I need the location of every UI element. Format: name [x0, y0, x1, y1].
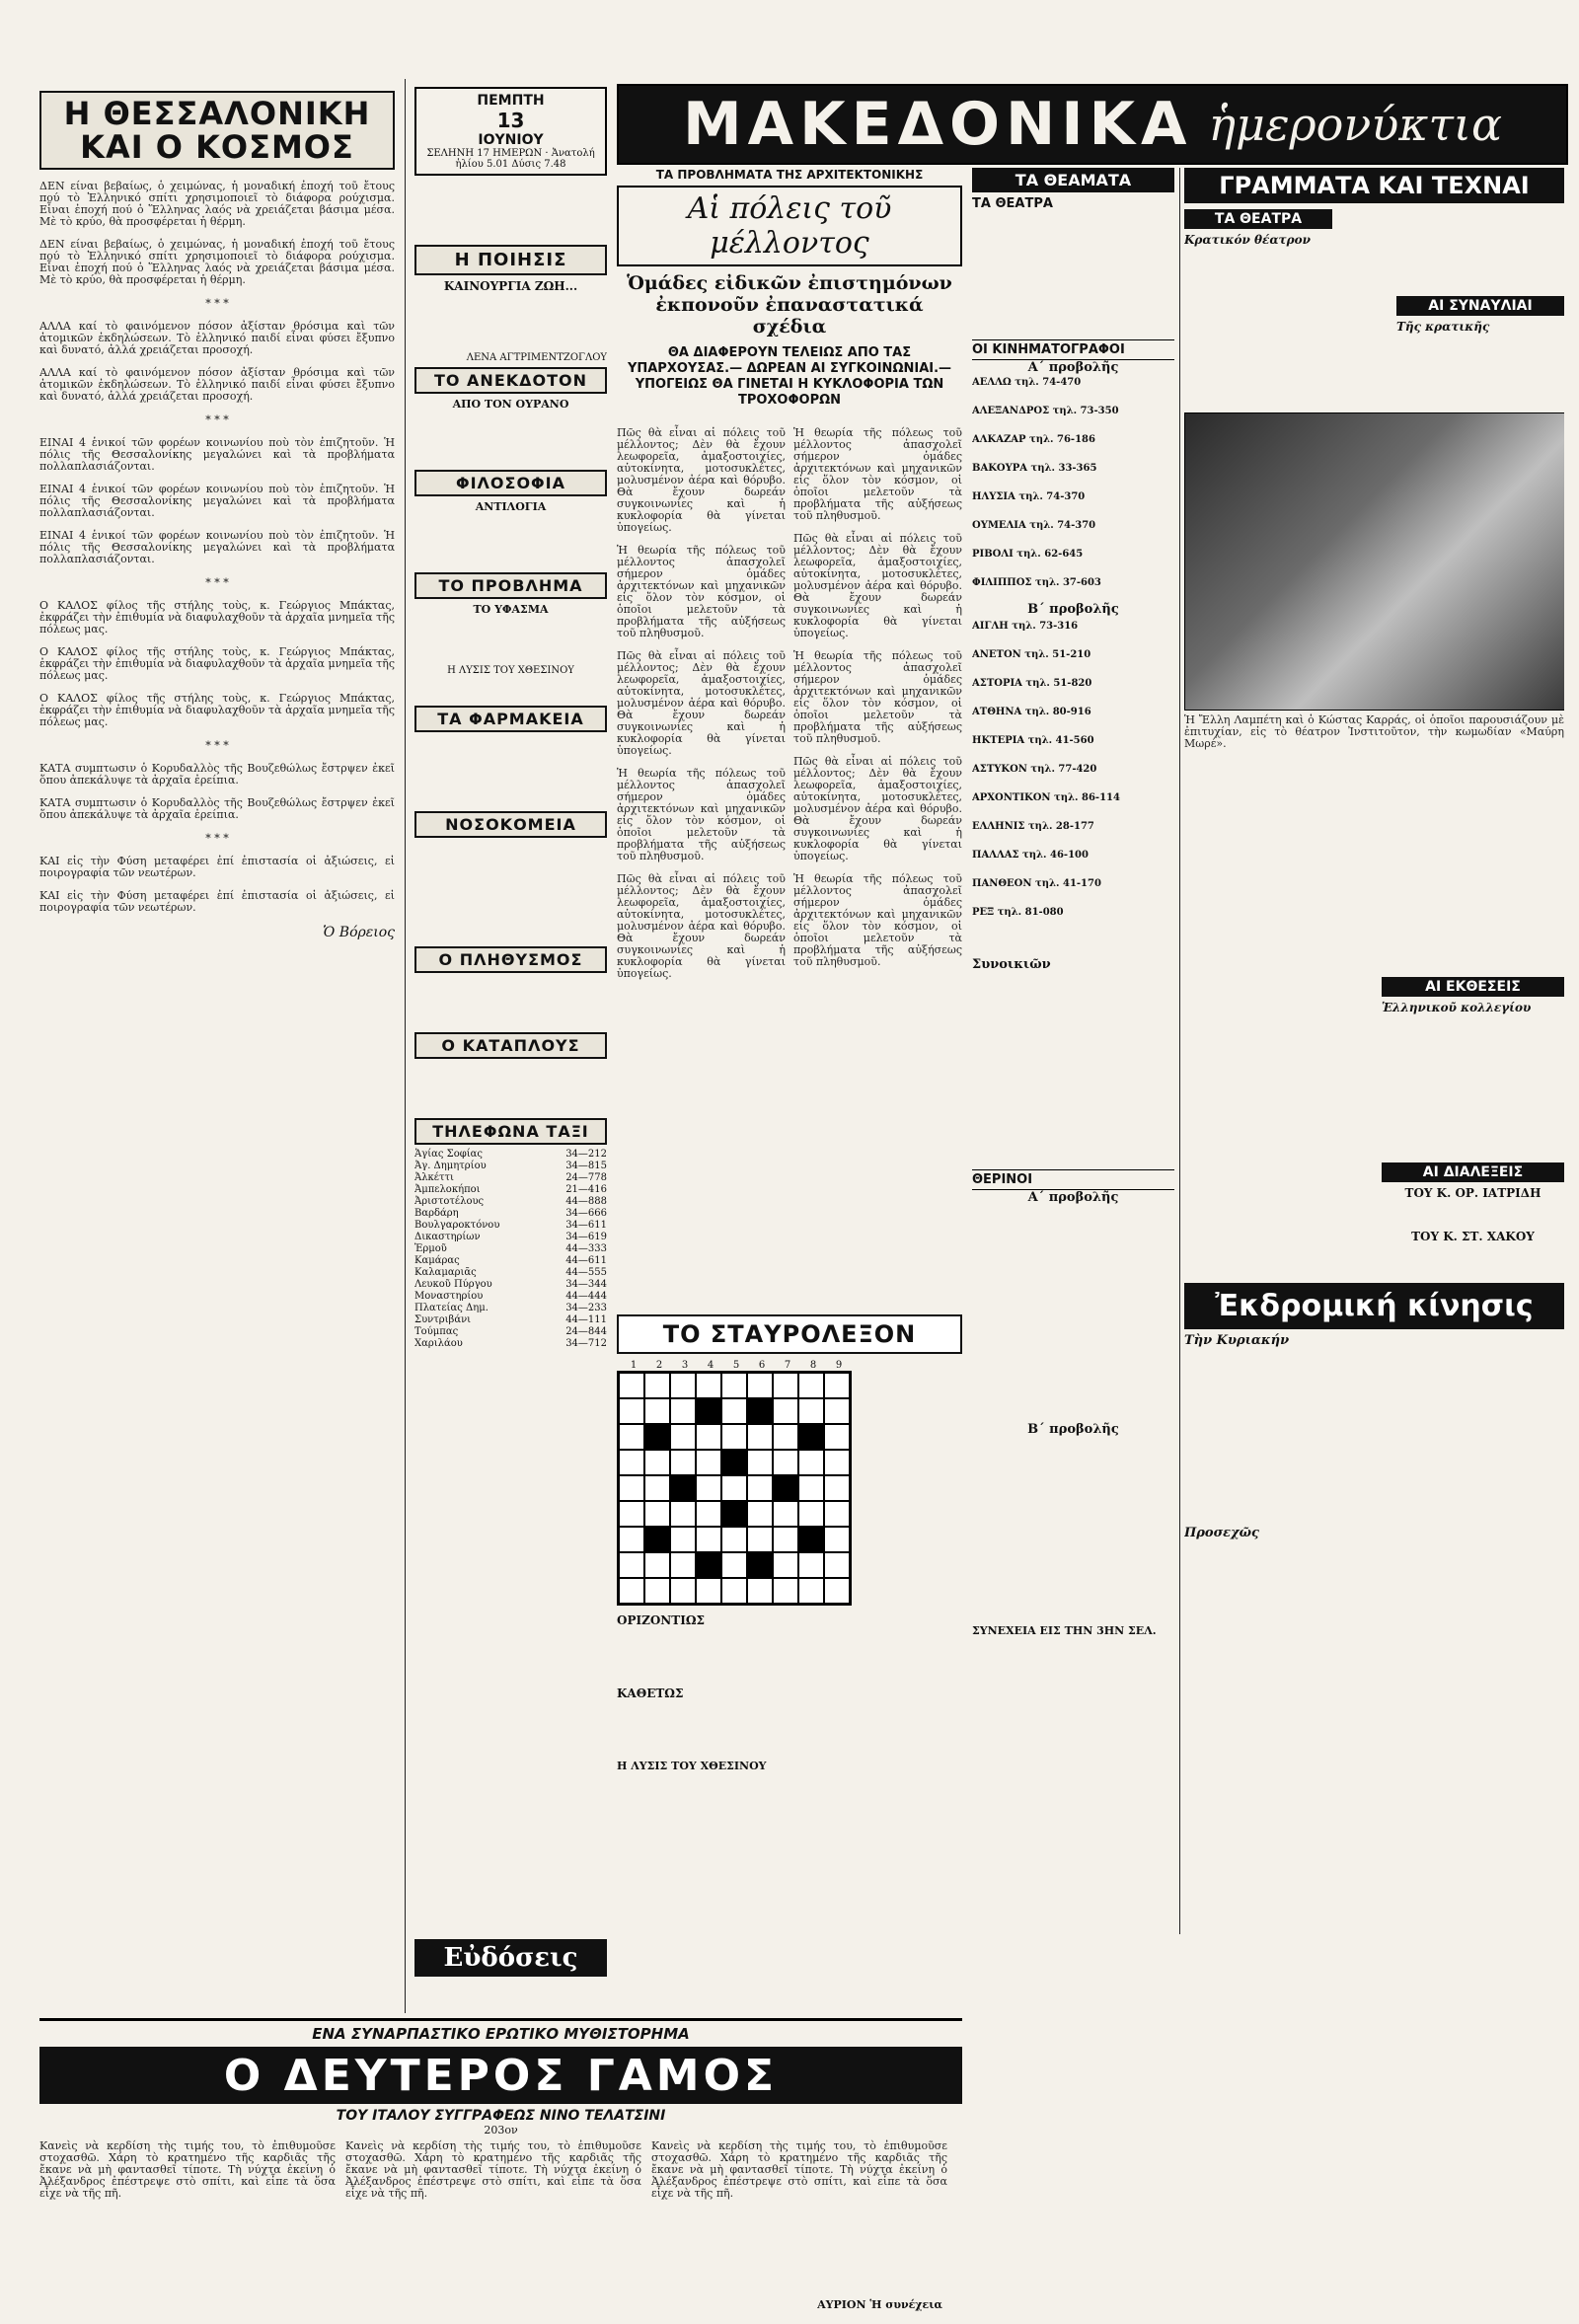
taxi-row [414, 1314, 607, 1326]
crossword-across-label: ΟΡΙΖΟΝΤΙΩΣ [617, 1613, 705, 1627]
column-number: 4 [707, 1360, 714, 1371]
pharmacies-title: ΤΑ ΦΑΡΜΑΚΕΙΑ [414, 706, 607, 732]
continued-note: ΣΥΝΕΧΕΙΑ ΕΙΣ ΤΗΝ 3ΗΝ ΣΕΛ. [972, 1624, 1157, 1637]
crossword-cell [619, 1552, 644, 1578]
paragraph: ΕΙΝΑΙ 4 ἑνικοί τῶν φορέων κοινωνίου ποὺ τὸν ἐπιζητοῦν. Ἡ πόλις τῆς Θεσσαλονίκης μεγαλώνει καὶ τὰ προβλήματα πολλαπλασιάζονται. [39, 483, 395, 519]
article-headline: Αἱ πόλεις τοῦ μέλλοντος [617, 186, 962, 266]
crossword-cell [747, 1424, 773, 1450]
cinema-listing: ΑΝΕΤΟΝ τηλ. 51-210 [972, 649, 1091, 660]
taxi-stand: Ἑρμοῦ [414, 1243, 447, 1254]
signature: Ὁ Βόρειος [323, 925, 395, 940]
crossword-cell [644, 1527, 670, 1552]
crossword-cell [798, 1552, 824, 1578]
taxi-number: 34—815 [565, 1161, 607, 1171]
arts-theatre-title: ΤΑ ΘΕΑΤΡΑ [1184, 209, 1332, 229]
serial-tomorrow: ΑΥΡΙΟΝ Ἡ συνέχεια [817, 2298, 942, 2311]
paragraph: Κανεὶς νὰ κερδίση τὴς τιμής του, τὸ ἐπιθυμοῦσε στοχασθῶ. Χάρη τὸ κρατημένο τῆς καρδιᾶς τῆς ἔκανε νὰ μὴ φαντασθεῖ τίποτε. Τὴ νύχτα ἐκείνη ὁ Ἀλέξανδρος ἐπέστρεψε στὸ σπίτι, καὶ εἶπε τὰ ὅσα εἶχε νὰ τῆς πῆ. [345, 2139, 641, 2200]
crossword-cell [798, 1475, 824, 1501]
taxi-stand: Ἀριστοτέλους [414, 1196, 485, 1207]
crossword-cell [824, 1552, 850, 1578]
arts-theatre-subtitle: Κρατικόν θέατρον [1184, 233, 1311, 247]
crossword-cell [773, 1398, 798, 1424]
taxi-number: 44—444 [565, 1291, 607, 1302]
crossword-cell [619, 1475, 644, 1501]
crossword-cell [773, 1501, 798, 1527]
crossword-cell [670, 1398, 696, 1424]
article-body-col1 [617, 416, 786, 991]
crossword-cell [824, 1578, 850, 1604]
problem-title: ΤΟ ΠΡΟΒΛΗΜΑ [414, 572, 607, 599]
crossword-cell [773, 1424, 798, 1450]
paragraph: Πῶς θὰ εἶναι αἱ πόλεις τοῦ μέλλοντος; Δὲν θὰ ἔχουν λεωφορεῖα, ἀμαξοστοιχίες, αὐτοκίνητα, μοτοσυκλέτες, μολυσμένον ἀέρα καὶ θόρυβο. Θὰ ἔχουν δωρεάν συγκοινωνίες καὶ ἡ κυκλοφορία θὰ γίνεται ὑπογείως. [793, 755, 962, 862]
taxi-row [414, 1291, 607, 1303]
taxi-stand: Λευκοῦ Πύργου [414, 1279, 492, 1290]
serial-banner: ΕΝΑ ΣΥΝΑΡΠΑΣΤΙΚΟ ΕΡΩΤΙΚΟ ΜΥΘΙΣΤΟΡΗΜΑ [312, 2025, 690, 2043]
crossword-cell [824, 1424, 850, 1450]
cinema-listing: ΑΤΘΗΝΑ τηλ. 80-916 [972, 707, 1091, 717]
taxi-row [414, 1149, 607, 1161]
taxi-stand: Ἀμπελοκήποι [414, 1184, 481, 1195]
paragraph: Πῶς θὰ εἶναι αἱ πόλεις τοῦ μέλλοντος; Δὲν θὰ ἔχουν λεωφορεῖα, ἀμαξοστοιχίες, αὐτοκίνητα, μοτοσυκλέτες, μολυσμένον ἀέρα καὶ θόρυβο. Θὰ ἔχουν δωρεάν συγκοινωνίες καὶ ἡ κυκλοφορία θὰ γίνεται ὑπογείως. [617, 649, 786, 757]
crossword-cell [721, 1578, 747, 1604]
crossword-cell [644, 1424, 670, 1450]
serial-body [39, 2140, 962, 2200]
excursion-subtitle: Τὴν Κυριακήν [1184, 1333, 1290, 1348]
taxi-stand: Βουλγαροκτόνου [414, 1220, 500, 1231]
crossword-cell [798, 1450, 824, 1475]
cinema-listing: ΟΥΜΕΛΙΑ τηλ. 74-370 [972, 520, 1096, 531]
crossword-cell [721, 1373, 747, 1398]
taxi-row [414, 1220, 607, 1232]
article-subhead: Ὁμάδες εἰδικῶν ἐπιστημόνων ἐκπονοῦν ἐπαναστατικά σχέδια [627, 272, 952, 337]
crossword-numbers [621, 1360, 852, 1371]
problem-subtitle: ΤΟ ΥΦΑΣΜΑ [473, 603, 549, 616]
cinema-listing: ΒΑΚΟΥΡΑ τηλ. 33-365 [972, 463, 1097, 474]
crossword-cell [824, 1450, 850, 1475]
crossword-cell [670, 1578, 696, 1604]
crossword-cell [696, 1424, 721, 1450]
crossword-cell [747, 1475, 773, 1501]
notices-section [414, 1939, 962, 2008]
column-rule [1179, 168, 1180, 1934]
crossword-cell [747, 1527, 773, 1552]
section-divider: * * * [205, 413, 229, 426]
crossword-cell [747, 1398, 773, 1424]
crossword-cell [798, 1501, 824, 1527]
date-box [414, 87, 607, 176]
lecturer-1: ΤΟΥ Κ. ΟΡ. ΙΑΤΡΙΔΗ [1404, 1186, 1541, 1200]
crossword-cell [773, 1373, 798, 1398]
crossword-cell [619, 1424, 644, 1450]
taxi-row [414, 1279, 607, 1291]
serial-chapter: 203ον [484, 2124, 518, 2137]
crossword-cell [747, 1450, 773, 1475]
paragraph: Ο ΚΑΛΟΣ φίλος τῆς στήλης τοὺς, κ. Γεώργιος Μπάκτας, ἐκφράζει τὴν ἐπιθυμία νὰ διαφυλαχθοῦν τὰ ἀρχαῖα μνημεῖα τῆς πόλεως μας. [39, 645, 395, 682]
section-divider: * * * [205, 832, 229, 845]
taxi-stand: Ἀλκέττι [414, 1172, 454, 1183]
taxi-title: ΤΗΛΕΦΩΝΑ ΤΑΞΙ [414, 1118, 607, 1145]
paragraph: ΚΑΤΑ συμπτωσιν ὁ Κορυδαλλὸς τῆς Βουζεθώλως ἔστρψεν ἐκεῖ ὅπου ἀπεκάλυψε τὰ ἀρχαῖα ἐρείπια. [39, 762, 395, 787]
crossword-cell [644, 1578, 670, 1604]
taxi-stand: Καλαμαριᾶς [414, 1267, 477, 1278]
taxi-number: 34—619 [565, 1232, 607, 1242]
taxi-stand: Ἀγ. Δημητρίου [414, 1161, 487, 1171]
photo-caption: Ἡ Ἔλλη Λαμπέτη καὶ ὁ Κώστας Καρράς, οἱ ὁποῖοι παρουσιάζουν μὲ ἐπιτυχίαν, εἰς τὸ θέατρον Ἰνστιτοῦτον, τὴν κωμωδίαν «Μαύρη Μωρέ». [1184, 713, 1564, 750]
article-body-col2 [793, 416, 962, 991]
crossword-cell [670, 1527, 696, 1552]
column-title-line2: ΚΑΙ Ο ΚΟΣΜΟΣ [80, 128, 354, 166]
column-number: 5 [732, 1360, 740, 1371]
masthead-main: ΜΑΚΕΔΟΝΙΚΑ [682, 90, 1193, 159]
crossword-cell [696, 1450, 721, 1475]
crossword-cell [798, 1398, 824, 1424]
cinemas-title: ΟΙ ΚΙΝΗΜΑΤΟΓΡΑΦΟΙ [972, 339, 1174, 360]
crossword-grid [617, 1371, 852, 1606]
taxi-row [414, 1208, 607, 1220]
masthead [617, 84, 1568, 165]
cinema-listing: ΗΛΥΣΙΑ τηλ. 74-370 [972, 491, 1086, 502]
paragraph: Ο ΚΑΛΟΣ φίλος τῆς στήλης τοὺς, κ. Γεώργιος Μπάκτας, ἐκφράζει τὴν ἐπιθυμία νὰ διαφυλαχθοῦν τὰ ἀρχαῖα μνημεῖα τῆς πόλεως μας. [39, 692, 395, 728]
population-title: Ο ΠΛΗΘΥΣΜΟΣ [414, 946, 607, 973]
cinema-listing: ΠΑΛΛΑΣ τηλ. 46-100 [972, 850, 1089, 861]
crossword-cell [670, 1475, 696, 1501]
crossword-solution-label: Η ΛΥΣΙΣ ΤΟΥ ΧΘΕΣΙΝΟΥ [617, 1760, 767, 1772]
crossword-cell [696, 1527, 721, 1552]
arts-title: ΓΡΑΜΜΑΤΑ ΚΑΙ ΤΕΧΝΑΙ [1184, 168, 1564, 203]
paragraph: Ἡ θεωρία τῆς πόλεως τοῦ μέλλοντος ἀπασχολεῖ σήμερον ὁμάδες ἀρχιτεκτόνων καὶ μηχανικῶν εἰς ὅλον τὸν κόσμον, οἱ ὁποῖοι μελετοῦν τὰ προβλήματα τῆς αὐξήσεως τοῦ πληθυσμοῦ. [617, 767, 786, 862]
taxi-number: 24—778 [565, 1172, 607, 1183]
paragraph: Κανεὶς νὰ κερδίση τὴς τιμής του, τὸ ἐπιθυμοῦσε στοχασθῶ. Χάρη τὸ κρατημένο τῆς καρδιᾶς τῆς ἔκανε νὰ μὴ φαντασθεῖ τίποτε. Τὴ νύχτα ἐκείνη ὁ Ἀλέξανδρος ἐπέστρεψε στὸ σπίτι, καὶ εἶπε τὰ ὅσα εἶχε νὰ τῆς πῆ. [39, 2139, 336, 2200]
cinema-listing: ΑΣΤΥΚΟΝ τηλ. 77-420 [972, 764, 1097, 775]
crossword-cell [721, 1527, 747, 1552]
taxi-number: 34—666 [565, 1208, 607, 1219]
poem-author: ΛΕΝΑ ΑΓΤΡΙΜΕΝΤΖΟΓΛΟΥ [466, 352, 607, 363]
crossword-cell [747, 1501, 773, 1527]
crossword-cell [696, 1373, 721, 1398]
crossword-cell [644, 1501, 670, 1527]
second-run-label: Β΄ προβολῆς [1027, 1422, 1119, 1437]
crossword-grid-wrap [617, 1360, 852, 1606]
crossword-cell [747, 1552, 773, 1578]
paragraph: Πῶς θὰ εἶναι αἱ πόλεις τοῦ μέλλοντος; Δὲν θὰ ἔχουν λεωφορεῖα, ἀμαξοστοιχίες, αὐτοκίνητα, μοτοσυκλέτες, μολυσμένον ἀέρα καὶ θόρυβο. Θὰ ἔχουν δωρεάν συγκοινωνίες καὶ ἡ κυκλοφορία θὰ γίνεται ὑπογείως. [793, 532, 962, 639]
crossword-cell [670, 1501, 696, 1527]
crossword-cell [619, 1578, 644, 1604]
crossword-cell [798, 1578, 824, 1604]
crossword-cell [721, 1398, 747, 1424]
crossword-cell [721, 1475, 747, 1501]
exhibitions-subtitle: Ἑλληνικοῦ κολλεγίου [1382, 1001, 1532, 1014]
crossword-cell [619, 1501, 644, 1527]
cinema-listing: ΡΕΞ τηλ. 81-080 [972, 907, 1064, 918]
hospitals-title: ΝΟΣΟΚΟΜΕΙΑ [414, 811, 607, 838]
column-number: 3 [681, 1360, 689, 1371]
column-thessaloniki [39, 87, 395, 2100]
paragraph: ΑΛΛΑ καί τὸ φαινόμενον πόσον ἀξίσταν θρόσιμα καὶ τῶν ἀτομικῶν ἐκδηλώσεων. Τὸ ἑλληνικό παιδί εἶναι φύσει ἔξυπνο καὶ δυνατό, ἀλλά χρειάζεται προσοχή. [39, 366, 395, 403]
crossword-cell [824, 1501, 850, 1527]
taxi-stand: Μοναστηρίου [414, 1291, 484, 1302]
paragraph: ΚΑΙ εἰς τὴν Φύση μεταφέρει ἐπί ἐπιστασία οἱ ἀξιώσεις, εἰ ποιρογραφία τῶν νεωτέρων. [39, 889, 395, 914]
paragraph: Ἡ θεωρία τῆς πόλεως τοῦ μέλλοντος ἀπασχολεῖ σήμερον ὁμάδες ἀρχιτεκτόνων καὶ μηχανικῶν εἰς ὅλον τὸν κόσμον, οἱ ὁποῖοι μελετοῦν τὰ προβλήματα τῆς αὐξήσεως τοῦ πληθυσμοῦ. [793, 872, 962, 968]
taxi-number: 21—416 [565, 1184, 607, 1195]
column-daily-info [414, 87, 607, 2021]
taxi-stand: Τούμπας [414, 1326, 459, 1337]
paragraph: ΚΑΙ εἰς τὴν Φύση μεταφέρει ἐπί ἐπιστασία οἱ ἀξιώσεις, εἰ ποιρογραφία τῶν νεωτέρων. [39, 855, 395, 879]
crossword-cell [824, 1527, 850, 1552]
crossword-cell [824, 1373, 850, 1398]
crossword-cell [824, 1475, 850, 1501]
cinema-listing: ΑΡΧΟΝΤΙΚΟΝ τηλ. 86-114 [972, 792, 1120, 803]
cinema-listing: ΗΚΤΕΡΙΑ τηλ. 41-560 [972, 735, 1094, 746]
crossword-cell [696, 1475, 721, 1501]
crossword-cell [644, 1450, 670, 1475]
serial-title: Ο ΔΕΥΤΕΡΟΣ ΓΑΜΟΣ [223, 2050, 779, 2101]
column-number: 1 [630, 1360, 638, 1371]
anecdote-subtitle: ΑΠΟ ΤΟΝ ΟΥΡΑΝΟ [452, 398, 569, 411]
anecdote-title: ΤΟ ΑΝΕΚΔΟΤΟΝ [414, 367, 607, 394]
taxi-number: 34—344 [565, 1279, 607, 1290]
taxi-number: 34—611 [565, 1220, 607, 1231]
taxi-row [414, 1255, 607, 1267]
column-number: 2 [655, 1360, 663, 1371]
problem-solution-label: Η ΛΥΣΙΣ ΤΟΥ ΧΘΕΣΙΝΟΥ [447, 665, 574, 676]
cinema-listing: ΑΕΛΛΩ τηλ. 74-470 [972, 377, 1082, 388]
cinema-listing: ΑΙΓΛΗ τηλ. 73-316 [972, 621, 1079, 632]
paragraph: ΕΙΝΑΙ 4 ἑνικοί τῶν φορέων κοινωνίου ποὺ τὸν ἐπιζητοῦν. Ἡ πόλις τῆς Θεσσαλονίκης μεγαλώνει καὶ τὰ προβλήματα πολλαπλασιάζονται. [39, 529, 395, 565]
taxi-row [414, 1184, 607, 1196]
paragraph: Ἡ θεωρία τῆς πόλεως τοῦ μέλλοντος ἀπασχολεῖ σήμερον ὁμάδες ἀρχιτεκτόνων καὶ μηχανικῶν εἰς ὅλον τὸν κόσμον, οἱ ὁποῖοι μελετοῦν τὰ προβλήματα τῆς αὐξήσεως τοῦ πληθυσμοῦ. [793, 649, 962, 745]
column-spectacles [972, 168, 1174, 1934]
crossword-cell [644, 1373, 670, 1398]
paragraph: Ἡ θεωρία τῆς πόλεως τοῦ μέλλοντος ἀπασχολεῖ σήμερον ὁμάδες ἀρχιτεκτόνων καὶ μηχανικῶν εἰς ὅλον τὸν κόσμον, οἱ ὁποῖοι μελετοῦν τὰ προβλήματα τῆς αὐξήσεως τοῦ πληθυσμοῦ. [793, 426, 962, 522]
taxi-number: 44—888 [565, 1196, 607, 1207]
paragraph: ΕΙΝΑΙ 4 ἑνικοί τῶν φορέων κοινωνίου ποὺ τὸν ἐπιζητοῦν. Ἡ πόλις τῆς Θεσσαλονίκης μεγαλώνει καὶ τὰ προβλήματα πολλαπλασιάζονται. [39, 436, 395, 473]
lead-paragraph: ΔΕΝ είναι βεβαίως, ὁ χειμώνας, ἡ μοναδική ἐποχή τοῦ ἔτους πού τὸ Ἑλληνικό σπίτι χρησιμοποιεῖ τὸ διάφορα ρούχισμα. Εἶναι ἐποχή πού ὁ Ἕλληνας λαός νὰ χρειάζεται βάσιμα μέσα. Μὲ τὸ κρύο, θὰ προσφέρεται ἡ θέρμη. [39, 180, 395, 228]
paragraph: Ἡ θεωρία τῆς πόλεως τοῦ μέλλοντος ἀπασχολεῖ σήμερον ὁμάδες ἀρχιτεκτόνων καὶ μηχανικῶν εἰς ὅλον τὸν κόσμον, οἱ ὁποῖοι μελετοῦν τὰ προβλήματα τῆς αὐξήσεως τοῦ πληθυσμοῦ. [617, 544, 786, 639]
paragraph: ΔΕΝ είναι βεβαίως, ὁ χειμώνας, ἡ μοναδική ἐποχή τοῦ ἔτους πού τὸ Ἑλληνικό σπίτι χρησιμοποιεῖ τὸ διάφορα ρούχισμα. Εἶναι ἐποχή πού ὁ Ἕλληνας λαός νὰ χρειάζεται βάσιμα μέσα. Μὲ τὸ κρύο, θὰ προσφέρεται ἡ θέρμη. [39, 238, 395, 286]
philosophy-subtitle: ΑΝΤΙΛΟΓΙΑ [475, 500, 547, 513]
crossword-cell [747, 1373, 773, 1398]
cinema-listing: ΕΛΛΗΝΙΣ τηλ. 28-177 [972, 821, 1094, 832]
taxi-row [414, 1338, 607, 1350]
taxi-row [414, 1232, 607, 1243]
taxi-list [414, 1149, 607, 1350]
theatre-photo [1184, 412, 1564, 711]
concerts-title: ΑΙ ΣΥΝΑΥΛΙΑΙ [1396, 296, 1564, 316]
crossword-cell [644, 1398, 670, 1424]
crossword-cell [619, 1450, 644, 1475]
crossword-cell [747, 1578, 773, 1604]
cinema-listing: ΦΙΛΙΠΠΟΣ τηλ. 37-603 [972, 577, 1101, 588]
philosophy-title: ΦΙΛΟΣΟΦΙΑ [414, 470, 607, 496]
column-letters-arts [1184, 168, 1564, 2260]
concerts-subtitle: Τῆς κρατικῆς [1396, 320, 1490, 334]
crossword-cell [798, 1424, 824, 1450]
crossword-cell [670, 1552, 696, 1578]
article-deck: ΘΑ ΔΙΑΦΕΡΟΥΝ ΤΕΛΕΙΩΣ ΑΠΟ ΤΑΣ ΥΠΑΡΧΟΥΣΑΣ.— ΔΩΡΕΑΝ ΑΙ ΣΥΓΚΟΙΝΩΝΙΑΙ.— ΥΠΟΓΕΙΩΣ ΘΑ ΓΙΝΕΤΑΙ Η ΚΥΚΛΟΦΟΡΙΑ ΤΩΝ ΤΡΟΧΟΦΟΡΩΝ [627, 345, 952, 408]
crossword-cell [773, 1527, 798, 1552]
crossword-cell [670, 1373, 696, 1398]
crossword-cell [824, 1398, 850, 1424]
serial-novel [39, 2018, 962, 2317]
column-number: 8 [809, 1360, 817, 1371]
spectacles-title: ΤΑ ΘΕΑΜΑΤΑ [972, 168, 1174, 192]
crossword-cell [696, 1501, 721, 1527]
cinema-listing: ΑΣΤΟΡΙΑ τηλ. 51-820 [972, 678, 1092, 689]
article-kicker: ΤΑ ΠΡΟΒΛΗΜΑΤΑ ΤΗΣ ΑΡΧΙΤΕΚΤΟΝΙΚΗΣ [655, 168, 924, 182]
crossword-cell [644, 1475, 670, 1501]
crossword-cell [721, 1552, 747, 1578]
crossword-cell [798, 1373, 824, 1398]
crossword-title: ΤΟ ΣΤΑΥΡΟΛΕΞΟΝ [617, 1314, 962, 1354]
taxi-row [414, 1196, 607, 1208]
neighborhood-label: Συνοικιῶν [972, 957, 1051, 972]
column-number: 7 [784, 1360, 791, 1371]
taxi-row [414, 1326, 607, 1338]
crossword-cell [619, 1527, 644, 1552]
crossword-cell [773, 1578, 798, 1604]
taxi-number: 24—844 [565, 1326, 607, 1337]
crossword [617, 1311, 962, 1942]
taxi-number: 34—233 [565, 1303, 607, 1313]
taxi-stand: Συντριβάνι [414, 1314, 472, 1325]
taxi-row [414, 1267, 607, 1279]
column-title-box [39, 91, 395, 170]
crossword-cell [644, 1552, 670, 1578]
crossword-cell [773, 1552, 798, 1578]
article-body [617, 416, 962, 991]
paragraph: Πῶς θὰ εἶναι αἱ πόλεις τοῦ μέλλοντος; Δὲν θὰ ἔχουν λεωφορεῖα, ἀμαξοστοιχίες, αὐτοκίνητα, μοτοσυκλέτες, μολυσμένον ἀέρα καὶ θόρυβο. Θὰ ἔχουν δωρεάν συγκοινωνίες καὶ ἡ κυκλοφορία θὰ γίνεται ὑπογείως. [617, 426, 786, 534]
summer-title: ΘΕΡΙΝΟΙ [972, 1169, 1174, 1190]
column-number: 6 [758, 1360, 766, 1371]
crossword-cell [773, 1450, 798, 1475]
taxi-row [414, 1303, 607, 1314]
port-title: Ο ΚΑΤΑΠΛΟΥΣ [414, 1032, 607, 1059]
section-divider: * * * [205, 739, 229, 752]
excursion-title: Ἐκδρομική κίνησις [1184, 1283, 1564, 1329]
paragraph: Πῶς θὰ εἶναι αἱ πόλεις τοῦ μέλλοντος; Δὲν θὰ ἔχουν λεωφορεῖα, ἀμαξοστοιχίες, αὐτοκίνητα, μοτοσυκλέτες, μολυσμένον ἀέρα καὶ θόρυβο. Θὰ ἔχουν δωρεάν συγκοινωνίες καὶ ἡ κυκλοφορία θὰ γίνεται ὑπογείως. [617, 872, 786, 980]
taxi-row [414, 1243, 607, 1255]
date-month: ΙΟΥΝΙΟΥ [478, 132, 544, 148]
crossword-cell [670, 1424, 696, 1450]
taxi-stand: Χαριλάου [414, 1338, 463, 1349]
taxi-row [414, 1172, 607, 1184]
crossword-cell [696, 1398, 721, 1424]
paragraph: ΚΑΤΑ συμπτωσιν ὁ Κορυδαλλὸς τῆς Βουζεθώλως ἔστρψεν ἐκεῖ ὅπου ἀπεκάλυψε τὰ ἀρχαῖα ἐρείπια. [39, 796, 395, 821]
crossword-cell [670, 1450, 696, 1475]
poetry-title: Η ΠΟΙΗΣΙΣ [414, 245, 607, 275]
crossword-cell [619, 1398, 644, 1424]
serial-title-bar [39, 2047, 962, 2104]
section-divider: * * * [205, 576, 229, 589]
cinema-listing: ΡΙΒΟΛΙ τηλ. 62-645 [972, 549, 1084, 560]
taxi-number: 44—555 [565, 1267, 607, 1278]
date-number: 13 [496, 109, 525, 132]
paragraph: Ο ΚΑΛΟΣ φίλος τῆς στήλης τοὺς, κ. Γεώργιος Μπάκτας, ἐκφράζει τὴν ἐπιθυμία νὰ διαφυλαχθοῦν τὰ ἀρχαῖα μνημεῖα τῆς πόλεως μας. [39, 599, 395, 636]
taxi-stand: Καμάρας [414, 1255, 460, 1266]
crossword-cell [773, 1475, 798, 1501]
paragraph: ΑΛΛΑ καί τὸ φαινόμενον πόσον ἀξίσταν θρόσιμα καὶ τῶν ἀτομικῶν ἐκδηλώσεων. Τὸ ἑλληνικό παιδί εἶναι φύσει ἔξυπνο καὶ δυνατό, ἀλλά χρειάζεται προσοχή. [39, 320, 395, 356]
second-run-label: Β΄ προβολῆς [1027, 602, 1119, 617]
crossword-cell [619, 1373, 644, 1398]
taxi-number: 34—212 [565, 1149, 607, 1160]
column-number: 9 [835, 1360, 843, 1371]
crossword-area [617, 1360, 962, 1606]
serial-byline: ΤΟΥ ΙΤΑΛΟΥ ΣΥΓΓΡΑΦΕΩΣ ΝΙΝΟ ΤΕΛΑΤΣΙΝΙ [336, 2108, 666, 2124]
date-info: ΣΕΛΗΝΗ 17 ΗΜΕΡΩΝ · Ἀνατολή ἡλίου 5.01 Δύσις 7.48 [426, 148, 595, 170]
poetry-subtitle: ΚΑΙΝΟΥΡΓΙΑ ΖΩΗ... [443, 279, 578, 293]
crossword-cell [696, 1552, 721, 1578]
date-day: ΠΕΜΠΤΗ [477, 93, 545, 109]
paragraph: Κανεὶς νὰ κερδίση τὴς τιμής του, τὸ ἐπιθυμοῦσε στοχασθῶ. Χάρη τὸ κρατημένο τῆς καρδιᾶς τῆς ἔκανε νὰ μὴ φαντασθεῖ τίποτε. Τὴ νύχτα ἐκείνη ὁ Ἀλέξανδρος ἐπέστρεψε στὸ σπίτι, καὶ εἶπε τὰ ὅσα εἶχε νὰ τῆς πῆ. [651, 2139, 947, 2200]
main-article [617, 168, 962, 1303]
crossword-down-label: ΚΑΘΕΤΩΣ [617, 1687, 684, 1700]
first-run-label: Α΄ προβολῆς [1027, 360, 1119, 375]
taxi-stand: Δικαστηρίων [414, 1232, 481, 1242]
masthead-script: ἡμερονύκτια [1208, 98, 1503, 151]
theatres-subtitle: ΤΑ ΘΕΑΤΡΑ [972, 196, 1053, 211]
crossword-cell [696, 1578, 721, 1604]
exhibitions-title: ΑΙ ΕΚΘΕΣΕΙΣ [1382, 977, 1564, 997]
cinema-listing: ΑΛΕΞΑΝΔΡΟΣ τηλ. 73-350 [972, 406, 1119, 416]
taxi-number: 44—333 [565, 1243, 607, 1254]
taxi-stand: Βαρδάρη [414, 1208, 459, 1219]
column-rule [405, 79, 406, 2013]
column-title-line1: Η ΘΕΣΣΑΛΟΝΙΚΗ [63, 95, 371, 132]
notices-title: Εὐδόσεις [414, 1939, 607, 1977]
first-run-label: Α΄ προβολῆς [1027, 1190, 1119, 1205]
taxi-stand: Πλατείας Δημ. [414, 1303, 489, 1313]
lectures-title: ΑΙ ΔΙΑΛΕΞΕΙΣ [1382, 1162, 1564, 1182]
taxi-row [414, 1161, 607, 1172]
crossword-cell [798, 1527, 824, 1552]
taxi-number: 44—611 [565, 1255, 607, 1266]
taxi-number: 44—111 [565, 1314, 607, 1325]
cinema-listing: ΠΑΝΘΕΟΝ τηλ. 41-170 [972, 878, 1101, 889]
crossword-cell [721, 1501, 747, 1527]
crossword-cell [721, 1450, 747, 1475]
taxi-number: 34—712 [565, 1338, 607, 1349]
section-divider: * * * [205, 297, 229, 310]
taxi-stand: Ἁγίας Σοφίας [414, 1149, 484, 1160]
cinema-listing: ΑΛΚΑΖΑΡ τηλ. 76-186 [972, 434, 1095, 445]
lecturer-2: ΤΟΥ Κ. ΣΤ. ΧΑΚΟΥ [1411, 1230, 1535, 1243]
crossword-cell [721, 1424, 747, 1450]
upcoming-label: Προσεχῶς [1184, 1526, 1259, 1540]
